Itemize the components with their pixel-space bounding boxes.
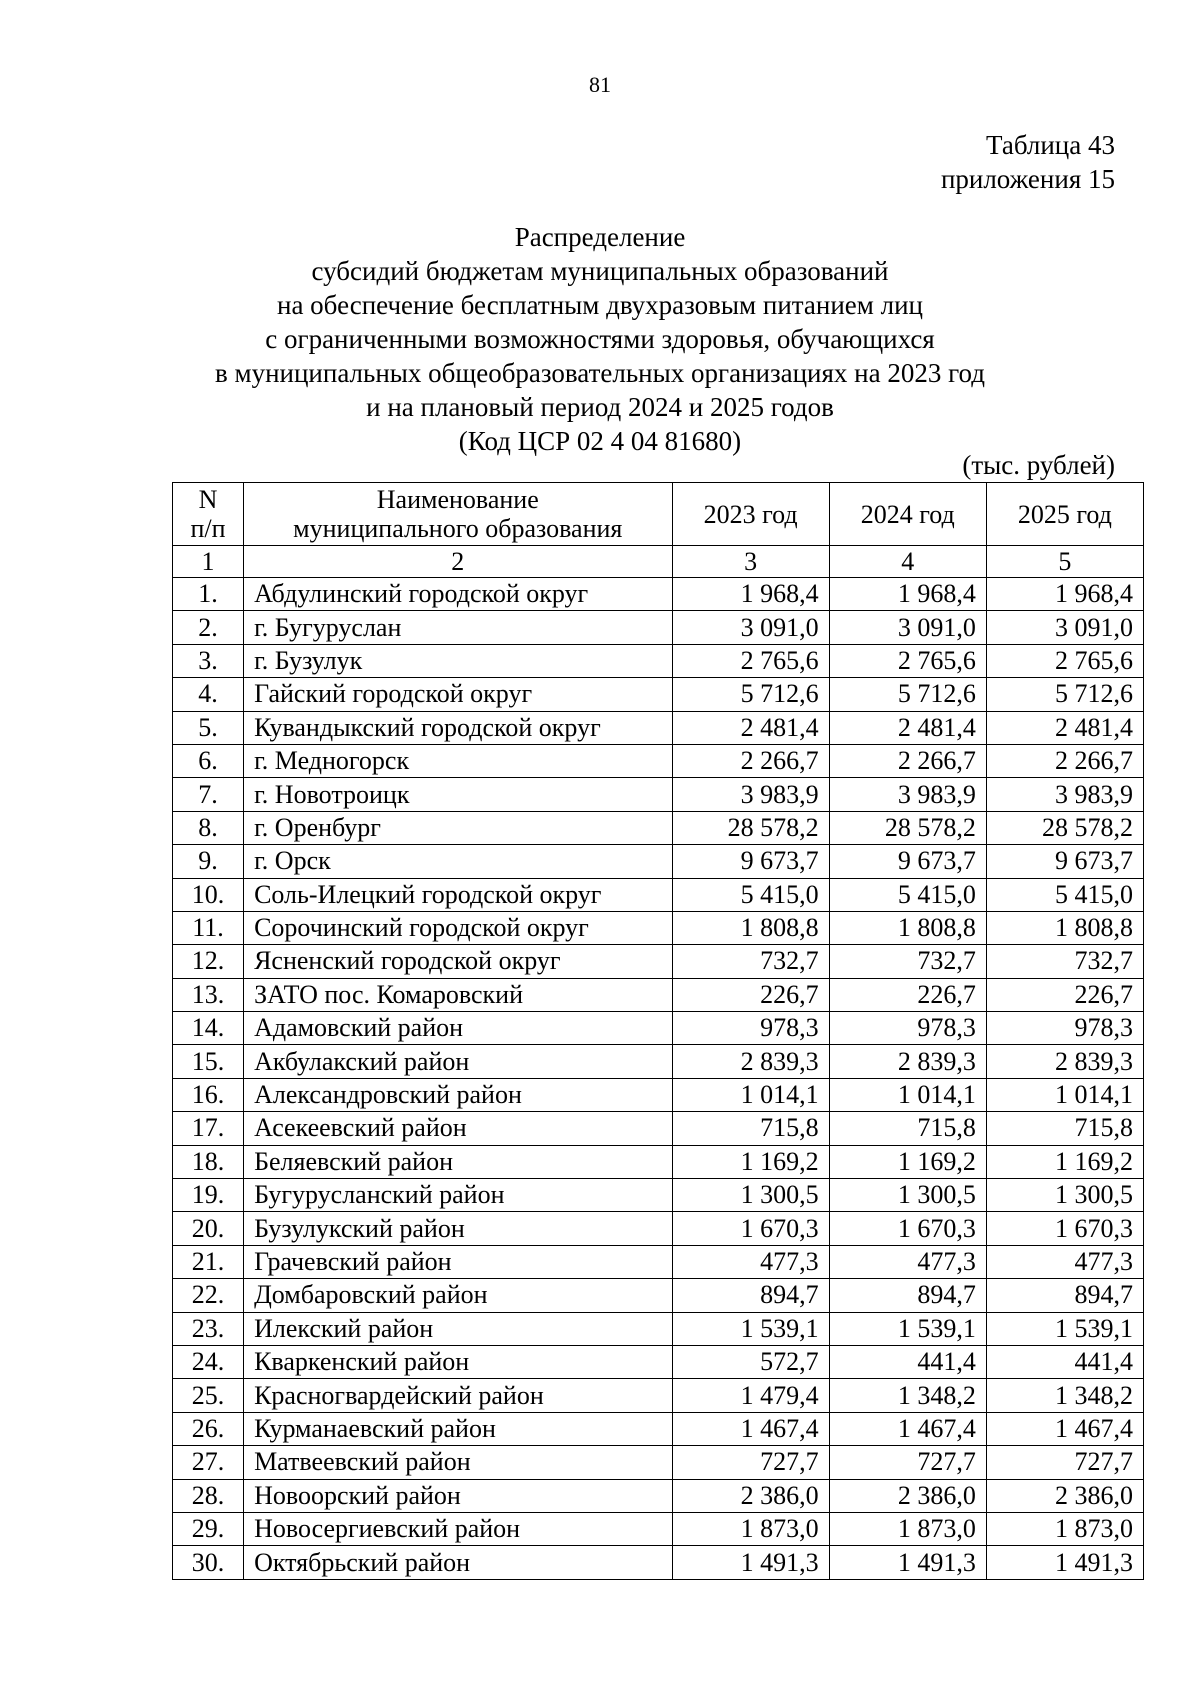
value-2025: 5 712,6 [986, 678, 1143, 711]
value-2024: 477,3 [829, 1245, 986, 1278]
value-2025: 5 415,0 [986, 878, 1143, 911]
row-number: 26. [173, 1412, 244, 1445]
value-2023: 9 673,7 [672, 845, 829, 878]
row-number: 8. [173, 811, 244, 844]
title-line-6: и на плановый период 2024 и 2025 годов [366, 392, 834, 422]
row-number: 5. [173, 711, 244, 744]
value-2025: 1 348,2 [986, 1379, 1143, 1412]
value-2024: 1 873,0 [829, 1512, 986, 1545]
row-number: 19. [173, 1179, 244, 1212]
header-2023: 2023 год [672, 483, 829, 546]
column-number: 3 [672, 546, 829, 578]
value-2023: 1 300,5 [672, 1179, 829, 1212]
table-row [173, 845, 1144, 878]
table-row [173, 678, 1144, 711]
value-2024: 2 266,7 [829, 744, 986, 777]
value-2023: 1 968,4 [672, 578, 829, 611]
row-number: 25. [173, 1379, 244, 1412]
value-2024: 1 169,2 [829, 1145, 986, 1178]
table-row [173, 1546, 1144, 1579]
value-2025: 1 539,1 [986, 1312, 1143, 1345]
municipality-name: Матвеевский район [244, 1446, 672, 1479]
row-number: 28. [173, 1479, 244, 1512]
row-number: 4. [173, 678, 244, 711]
row-number: 6. [173, 744, 244, 777]
municipality-name: Гайский городской округ [244, 678, 672, 711]
table-row [173, 1312, 1144, 1345]
value-2024: 9 673,7 [829, 845, 986, 878]
title-line-4: с ограниченными возможностями здоровья, обучающихся [265, 324, 935, 354]
table-row [173, 811, 1144, 844]
title-line-7: (Код ЦСР 02 4 04 81680) [458, 426, 742, 456]
page-number: 81 [589, 72, 611, 97]
municipality-name: Грачевский район [244, 1245, 672, 1278]
municipality-name: ЗАТО пос. Комаровский [244, 978, 672, 1011]
table-row [173, 911, 1144, 944]
row-number: 1. [173, 578, 244, 611]
row-number: 30. [173, 1546, 244, 1579]
municipality-name: Асекеевский район [244, 1112, 672, 1145]
table-row [173, 1512, 1144, 1545]
value-2024: 2 839,3 [829, 1045, 986, 1078]
value-2024: 3 983,9 [829, 778, 986, 811]
table-row [173, 1045, 1144, 1078]
value-2025: 1 169,2 [986, 1145, 1143, 1178]
value-2024: 2 481,4 [829, 711, 986, 744]
value-2025: 1 873,0 [986, 1512, 1143, 1545]
value-2023: 477,3 [672, 1245, 829, 1278]
municipality-name: Сорочинский городской округ [244, 911, 672, 944]
municipality-name: Адамовский район [244, 1012, 672, 1045]
header-name-line-1: Наименование [376, 485, 539, 514]
table-row [173, 644, 1144, 677]
value-2024: 1 539,1 [829, 1312, 986, 1345]
municipality-name: Новосергиевский район [244, 1512, 672, 1545]
title-line-5: в муниципальных общеобразовательных организациях на 2023 год [215, 358, 985, 388]
value-2024: 1 968,4 [829, 578, 986, 611]
subsidy-table [172, 482, 1144, 1580]
row-number: 2. [173, 611, 244, 644]
value-2023: 727,7 [672, 1446, 829, 1479]
value-2024: 894,7 [829, 1279, 986, 1312]
municipality-name: Александровский район [244, 1078, 672, 1111]
value-2025: 28 578,2 [986, 811, 1143, 844]
table-row [173, 1112, 1144, 1145]
value-2025: 894,7 [986, 1279, 1143, 1312]
row-number: 7. [173, 778, 244, 811]
table-reference-line-2: приложения 15 [940, 164, 1115, 194]
value-2023: 1 670,3 [672, 1212, 829, 1245]
value-2024: 1 808,8 [829, 911, 986, 944]
municipality-name: Илекский район [244, 1312, 672, 1345]
title-line-1: Распределение [514, 222, 686, 252]
value-2023: 572,7 [672, 1345, 829, 1378]
value-2024: 5 712,6 [829, 678, 986, 711]
value-2025: 732,7 [986, 945, 1143, 978]
value-2024: 226,7 [829, 978, 986, 1011]
value-2025: 1 014,1 [986, 1078, 1143, 1111]
value-2023: 5 415,0 [672, 878, 829, 911]
table-header-row [173, 483, 1144, 546]
value-2023: 226,7 [672, 978, 829, 1011]
table-row [173, 578, 1144, 611]
municipality-name: г. Медногорск [244, 744, 672, 777]
value-2025: 3 091,0 [986, 611, 1143, 644]
value-2024: 732,7 [829, 945, 986, 978]
row-number: 22. [173, 1279, 244, 1312]
value-2024: 1 300,5 [829, 1179, 986, 1212]
row-number: 17. [173, 1112, 244, 1145]
table-row [173, 611, 1144, 644]
table-row [173, 1379, 1144, 1412]
row-number: 14. [173, 1012, 244, 1045]
document-title [0, 220, 1200, 458]
municipality-name: Кваркенский район [244, 1345, 672, 1378]
municipality-name: Бузулукский район [244, 1212, 672, 1245]
value-2023: 2 765,6 [672, 644, 829, 677]
header-number-line-1: N [198, 485, 218, 514]
title-line-2: субсидий бюджетам муниципальных образований [311, 256, 889, 286]
row-number: 12. [173, 945, 244, 978]
value-2024: 1 014,1 [829, 1078, 986, 1111]
municipality-name: Домбаровский район [244, 1279, 672, 1312]
value-2023: 3 983,9 [672, 778, 829, 811]
value-2023: 1 014,1 [672, 1078, 829, 1111]
table-row [173, 1345, 1144, 1378]
table-row [173, 711, 1144, 744]
header-number [173, 483, 244, 546]
table-row [173, 1412, 1144, 1445]
municipality-name: Курманаевский район [244, 1412, 672, 1445]
value-2025: 1 491,3 [986, 1546, 1143, 1579]
value-2024: 1 491,3 [829, 1546, 986, 1579]
table-row [173, 978, 1144, 1011]
row-number: 15. [173, 1045, 244, 1078]
value-2023: 3 091,0 [672, 611, 829, 644]
value-2025: 477,3 [986, 1245, 1143, 1278]
row-number: 23. [173, 1312, 244, 1345]
value-2024: 1 670,3 [829, 1212, 986, 1245]
value-2025: 2 481,4 [986, 711, 1143, 744]
value-2025: 3 983,9 [986, 778, 1143, 811]
value-2025: 9 673,7 [986, 845, 1143, 878]
value-2023: 1 539,1 [672, 1312, 829, 1345]
row-number: 27. [173, 1446, 244, 1479]
value-2025: 2 266,7 [986, 744, 1143, 777]
value-2023: 978,3 [672, 1012, 829, 1045]
table-reference-line-1: Таблица 43 [986, 130, 1115, 160]
row-number: 20. [173, 1212, 244, 1245]
row-number: 24. [173, 1345, 244, 1378]
municipality-name: г. Бузулук [244, 644, 672, 677]
municipality-name: Новоорский район [244, 1479, 672, 1512]
value-2025: 1 670,3 [986, 1212, 1143, 1245]
table-reference [941, 128, 1115, 196]
value-2025: 2 765,6 [986, 644, 1143, 677]
table-row [173, 1212, 1144, 1245]
value-2025: 978,3 [986, 1012, 1143, 1045]
table-row [173, 1145, 1144, 1178]
row-number: 29. [173, 1512, 244, 1545]
value-2025: 441,4 [986, 1345, 1143, 1378]
value-2023: 894,7 [672, 1279, 829, 1312]
row-number: 3. [173, 644, 244, 677]
header-2025: 2025 год [986, 483, 1143, 546]
column-number: 2 [244, 546, 672, 578]
value-2025: 1 968,4 [986, 578, 1143, 611]
value-2023: 2 266,7 [672, 744, 829, 777]
row-number: 18. [173, 1145, 244, 1178]
municipality-name: Беляевский район [244, 1145, 672, 1178]
municipality-name: г. Новотроицк [244, 778, 672, 811]
value-2024: 28 578,2 [829, 811, 986, 844]
municipality-name: Октябрьский район [244, 1546, 672, 1579]
municipality-name: Красногвардейский район [244, 1379, 672, 1412]
table-row [173, 878, 1144, 911]
value-2024: 715,8 [829, 1112, 986, 1145]
row-number: 16. [173, 1078, 244, 1111]
row-number: 10. [173, 878, 244, 911]
value-2023: 732,7 [672, 945, 829, 978]
table-row [173, 1179, 1144, 1212]
table-row [173, 1012, 1144, 1045]
municipality-name: Акбулакский район [244, 1045, 672, 1078]
value-2024: 441,4 [829, 1345, 986, 1378]
column-number: 5 [986, 546, 1143, 578]
table-row [173, 1446, 1144, 1479]
value-2024: 1 348,2 [829, 1379, 986, 1412]
value-2024: 1 467,4 [829, 1412, 986, 1445]
municipality-name: г. Орск [244, 845, 672, 878]
value-2025: 2 386,0 [986, 1479, 1143, 1512]
table-row [173, 1479, 1144, 1512]
value-2023: 715,8 [672, 1112, 829, 1145]
value-2023: 1 467,4 [672, 1412, 829, 1445]
value-2024: 3 091,0 [829, 611, 986, 644]
table-row [173, 1279, 1144, 1312]
column-number-row [173, 546, 1144, 578]
value-2025: 715,8 [986, 1112, 1143, 1145]
row-number: 21. [173, 1245, 244, 1278]
municipality-name: Бугурусланский район [244, 1179, 672, 1212]
value-2023: 1 491,3 [672, 1546, 829, 1579]
table-row [173, 778, 1144, 811]
row-number: 13. [173, 978, 244, 1011]
table-body [173, 578, 1144, 1580]
value-2023: 28 578,2 [672, 811, 829, 844]
table-row [173, 1078, 1144, 1111]
table-row [173, 744, 1144, 777]
value-2023: 2 839,3 [672, 1045, 829, 1078]
header-name [244, 483, 672, 546]
municipality-name: г. Бугуруслан [244, 611, 672, 644]
value-2025: 1 808,8 [986, 911, 1143, 944]
municipality-name: Абдулинский городской округ [244, 578, 672, 611]
table-row [173, 945, 1144, 978]
value-2024: 727,7 [829, 1446, 986, 1479]
value-2025: 727,7 [986, 1446, 1143, 1479]
value-2023: 5 712,6 [672, 678, 829, 711]
value-2024: 2 386,0 [829, 1479, 986, 1512]
header-name-line-2: муниципального образования [293, 514, 623, 543]
municipality-name: Соль-Илецкий городской округ [244, 878, 672, 911]
value-2025: 1 467,4 [986, 1412, 1143, 1445]
value-2024: 978,3 [829, 1012, 986, 1045]
value-2025: 1 300,5 [986, 1179, 1143, 1212]
value-2024: 2 765,6 [829, 644, 986, 677]
municipality-name: Ясненский городской округ [244, 945, 672, 978]
value-2025: 2 839,3 [986, 1045, 1143, 1078]
units-label: (тыс. рублей) [962, 450, 1115, 480]
header-number-line-2: п/п [190, 514, 226, 543]
municipality-name: Кувандыкский городской округ [244, 711, 672, 744]
value-2023: 1 169,2 [672, 1145, 829, 1178]
value-2023: 2 481,4 [672, 711, 829, 744]
value-2025: 226,7 [986, 978, 1143, 1011]
value-2023: 1 873,0 [672, 1512, 829, 1545]
value-2023: 2 386,0 [672, 1479, 829, 1512]
header-2024: 2024 год [829, 483, 986, 546]
row-number: 11. [173, 911, 244, 944]
value-2024: 5 415,0 [829, 878, 986, 911]
column-number: 4 [829, 546, 986, 578]
title-line-3: на обеспечение бесплатным двухразовым питанием лиц [277, 290, 923, 320]
table-row [173, 1245, 1144, 1278]
value-2023: 1 808,8 [672, 911, 829, 944]
municipality-name: г. Оренбург [244, 811, 672, 844]
row-number: 9. [173, 845, 244, 878]
value-2023: 1 479,4 [672, 1379, 829, 1412]
column-number: 1 [173, 546, 244, 578]
